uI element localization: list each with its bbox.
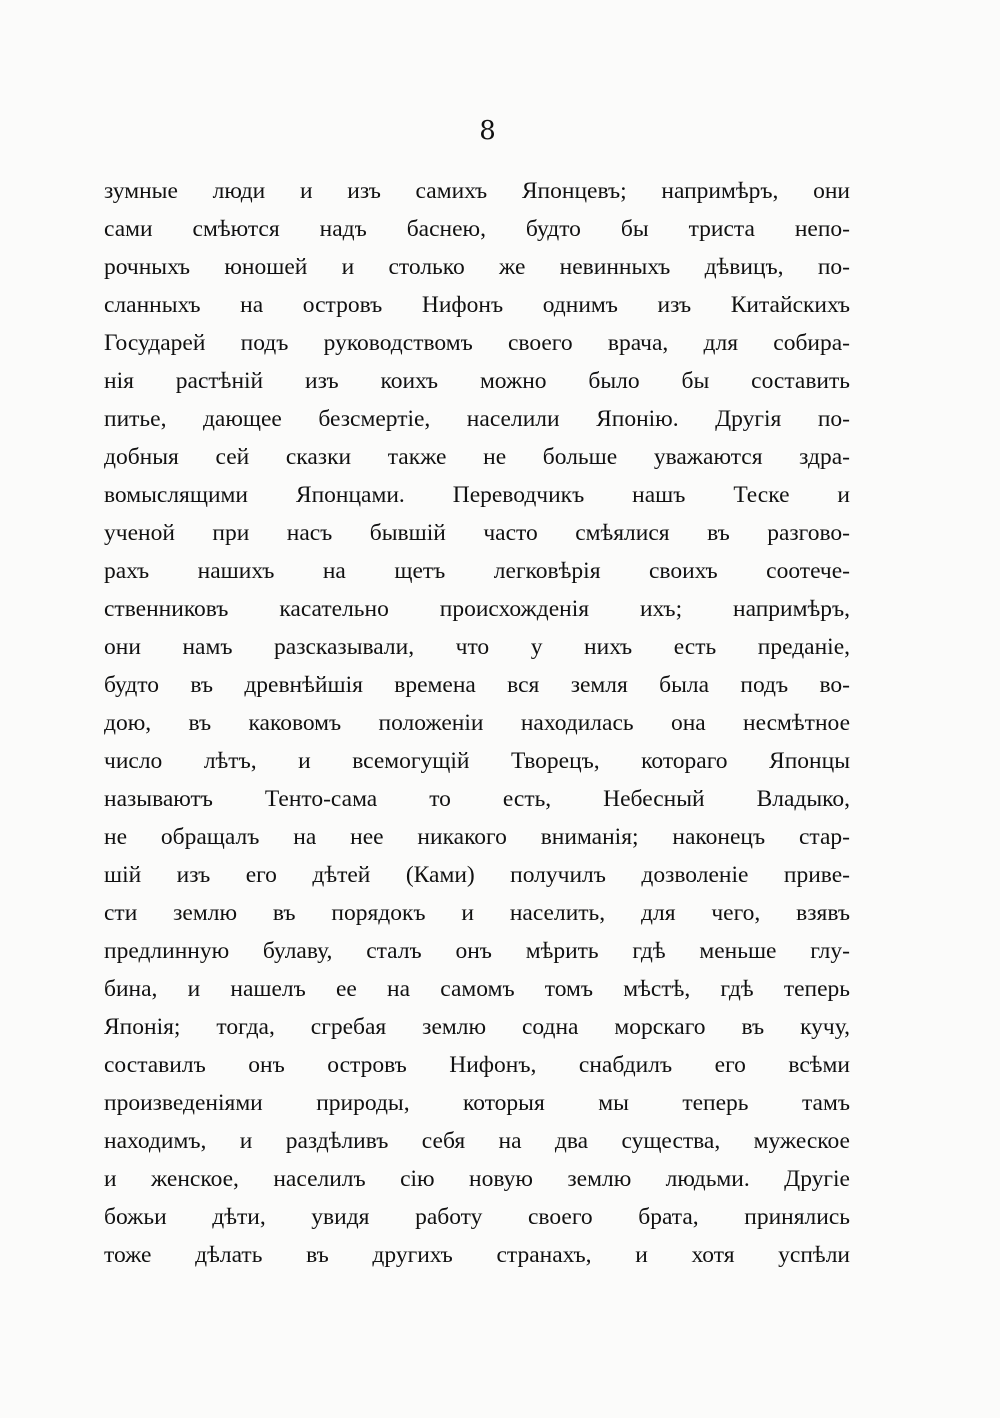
text-line: божьи дѣти, увидя работу своего брата, принялись: [104, 1204, 850, 1230]
text-line: зумные люди и изъ самихъ Японцевъ; напримѣръ, они: [104, 178, 850, 204]
text-line: рахъ нашихъ на щетъ легковѣрія своихъ соотече-: [104, 558, 850, 584]
text-line: вомыслящими Японцами. Переводчикъ нашъ Теске и: [104, 482, 850, 508]
text-line: сти землю въ порядокъ и населить, для чего, взявъ: [104, 900, 850, 926]
text-line: число лѣтъ, и всемогущій Творецъ, котораго Японцы: [104, 748, 850, 774]
body-text: [104, 172, 850, 1274]
text-line: питье, дающее безсмертіе, населили Японію. Другія по-: [104, 406, 850, 432]
text-line: рочныхъ юношей и столько же невинныхъ дѣвицъ, по-: [104, 254, 850, 280]
text-line: бина, и нашелъ ее на самомъ томъ мѣстѣ, гдѣ теперь: [104, 976, 850, 1002]
text-line: нія растѣній изъ коихъ можно было бы составить: [104, 368, 850, 394]
text-line: составилъ онъ островъ Нифонъ, снабдилъ его всѣми: [104, 1052, 850, 1078]
text-line: ственниковъ касательно происхожденія ихъ; напримѣръ,: [104, 596, 850, 622]
text-line: тоже дѣлать въ другихъ странахъ, и хотя успѣли: [104, 1242, 850, 1268]
text-line: находимъ, и раздѣливъ себя на два существа, мужеское: [104, 1128, 850, 1154]
text-line: Японія; тогда, сгребая землю содна морскаго въ кучу,: [104, 1014, 850, 1040]
text-line: сами смѣются надъ баснею, будто бы триста непо-: [104, 216, 850, 242]
text-line: дою, въ каковомъ положеніи находилась она несмѣтное: [104, 710, 850, 736]
text-line: сланныхъ на островъ Нифонъ однимъ изъ Китайскихъ: [104, 292, 850, 318]
text-line: будто въ древнѣйшія времена вся земля была подъ во-: [104, 672, 850, 698]
page-number: 8: [479, 116, 496, 146]
text-line: называютъ Тенто-сама то есть, Небесный Владыко,: [104, 786, 850, 812]
text-line: предлинную булаву, сталъ онъ мѣрить гдѣ меньше глу-: [104, 938, 850, 964]
text-line: Государей подъ руководствомъ своего врача, для собира-: [104, 330, 850, 356]
text-line: они намъ разсказывали, что у нихъ есть преданіе,: [104, 634, 850, 660]
text-line: не обращалъ на нее никакого вниманія; наконецъ стар-: [104, 824, 850, 850]
text-line: шій изъ его дѣтей (Ками) получилъ дозволеніе приве-: [104, 862, 850, 888]
text-line: и женское, населилъ сію новую землю людьми. Другіе: [104, 1166, 850, 1192]
text-line: ученой при насъ бывшій часто смѣялися въ разгово-: [104, 520, 850, 546]
text-line: произведеніями природы, которыя мы теперь тамъ: [104, 1090, 850, 1116]
text-line: добныя сей сказки также не больше уважаются здра-: [104, 444, 850, 470]
